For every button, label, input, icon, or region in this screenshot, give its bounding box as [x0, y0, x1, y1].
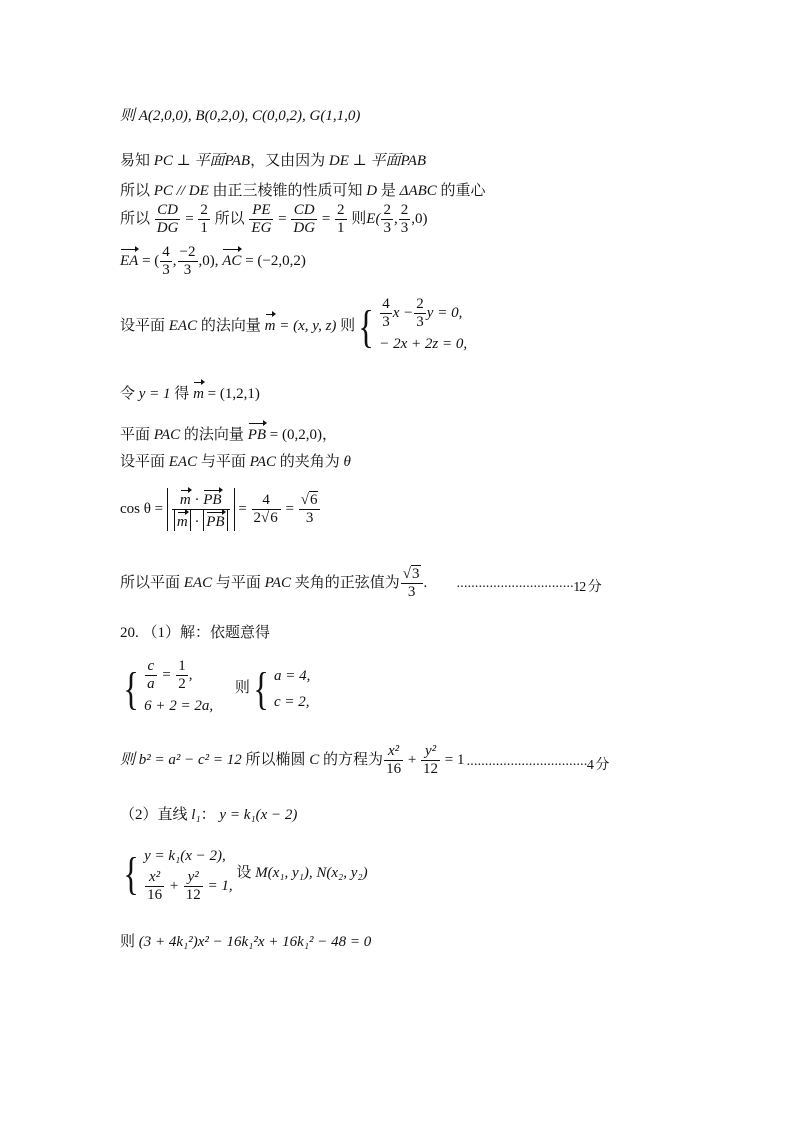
fraction: $\frac{CD}{DG}$ [156, 202, 179, 236]
fraction: $\frac{2}{3}$ [383, 202, 391, 236]
ratio-line: 所以 $\frac{CD}{DG}$ = $\frac{2}{1}$ 所以 $\frac{PE}{EG}$ = $\frac{CD}{DG}$ = $\frac{2}{1}$ 则E( $\frac{2}{3}$ , $\frac{2}{3}$ ,0) [120, 202, 428, 236]
parallel-line: 所以 PC // DE 由正三棱锥的性质可知 D 是 ΔABC 的重心 [120, 183, 486, 199]
intersection-system: { y = k₁(x − 2), $\frac{\text{x²}}{16}$ + $\frac{\text{y²}}{12}$ = 1, 设 M(x₁, y₁), N(x₂, y₂) [120, 843, 368, 904]
equation-system: a = 4, c = 2, [273, 667, 311, 710]
fraction: $\frac{-2}{3}$ [179, 244, 196, 278]
left-brace: { [253, 662, 269, 714]
perpendicular-line: 易知 PC ⊥ 平面PAB，又由因为 DE ⊥ 平面PAB [120, 153, 427, 169]
cosine-formula: cos θ = $\frac{m \cdot PB}{m \cdot PB}$ = $\frac{4}{2√6}$ = $\frac{√6}{3}$ [120, 488, 321, 531]
vector-ea: EA [120, 247, 138, 271]
line-l1-definition: （2）直线 l₁： y = k₁(x − 2) [120, 807, 298, 823]
score-dots-4: ·································4 分 [466, 758, 609, 773]
vector-ac: AC [222, 247, 241, 271]
pac-normal-line: 平面 PAC 的法向量 PB = (0,2,0)， [120, 421, 337, 445]
fraction: $\frac{\text{y²}}{12}$ [423, 743, 439, 777]
fraction: $\frac{CD}{DG}$ [293, 202, 316, 236]
fraction: $\frac{4}{3}$ [162, 244, 170, 278]
vector-line: EA = ( $\frac{4}{3}$ , $\frac{-2}{3}$ ,0), AC = (−2,0,2) [120, 244, 306, 278]
normal-vector-system: 设平面 EAC 的法向量 m = (x, y, z) 则{ $\frac{4}{3}$ x − $\frac{2}{3}$ y = 0, − 2x + 2z = 0, [120, 296, 467, 357]
ellipse-system: { $\frac{c}{a}$ = $\frac{1}{2}$ , 6 + 2 = 2a, 则{ a = 4, c = 2, [120, 658, 310, 719]
left-brace: { [123, 847, 139, 899]
fraction: $\frac{4}{2√6}$ [252, 492, 281, 527]
fraction: $\frac{2}{3}$ [400, 202, 409, 236]
vector-m: m [193, 380, 204, 404]
coordinates-line: 则 A(2,0,0), B(0,2,0), C(0,0,2), G(1,1,0) [120, 108, 361, 124]
equation-system: y = k₁(x − 2), $\frac{\text{x²}}{16}$ + $\frac{\text{y²}}{12}$ = 1, [144, 848, 233, 903]
score-dots-12: ································12 分 [456, 580, 601, 595]
vector-m: m [265, 312, 276, 336]
question-20-heading: 20. （1）解：依题意得 [120, 625, 271, 641]
fraction: $\frac{√6}{3}$ [299, 492, 321, 527]
fraction: $\frac{2}{1}$ [200, 202, 208, 236]
fraction: $\frac{√3}{3}$ [401, 566, 423, 601]
angle-line: 设平面 EAC 与平面 PAC 的夹角为 θ [120, 454, 351, 470]
fraction: $\frac{\text{x²}}{16}$ [386, 743, 402, 777]
absolute-value: $\frac{m \cdot PB}{m \cdot PB}$ [167, 488, 235, 531]
let-y-line: 令 y = 1 得 m = (1,2,1) [120, 380, 260, 404]
fraction: $\frac{PE}{EG}$ [251, 202, 272, 236]
left-brace: { [123, 662, 139, 714]
left-brace: { [358, 300, 374, 352]
equation-system: $\frac{c}{a}$ = $\frac{1}{2}$ , 6 + 2 = 2a, [144, 658, 214, 714]
vector-pb: PB [248, 421, 266, 445]
fraction: $\frac{2}{1}$ [337, 202, 345, 236]
ellipse-equation-line: 则 b² = a² − c² = 12 所以椭圆 C 的方程为 $\frac{\text{x²}}{16}$ + $\frac{\text{y²}}{12}$ = 1 [120, 743, 465, 777]
sine-result-line: 所以平面 EAC 与平面 PAC 夹角的正弦值为 $\frac{√3}{3}$ . [120, 566, 428, 600]
quadratic-equation-line: 则 (3 + 4k₁²)x² − 16k₁²x + 16k₁² − 48 = 0 [120, 934, 372, 950]
equation-system: $\frac{4}{3}$ x − $\frac{2}{3}$ y = 0, − 2x + 2z = 0, [379, 296, 468, 352]
